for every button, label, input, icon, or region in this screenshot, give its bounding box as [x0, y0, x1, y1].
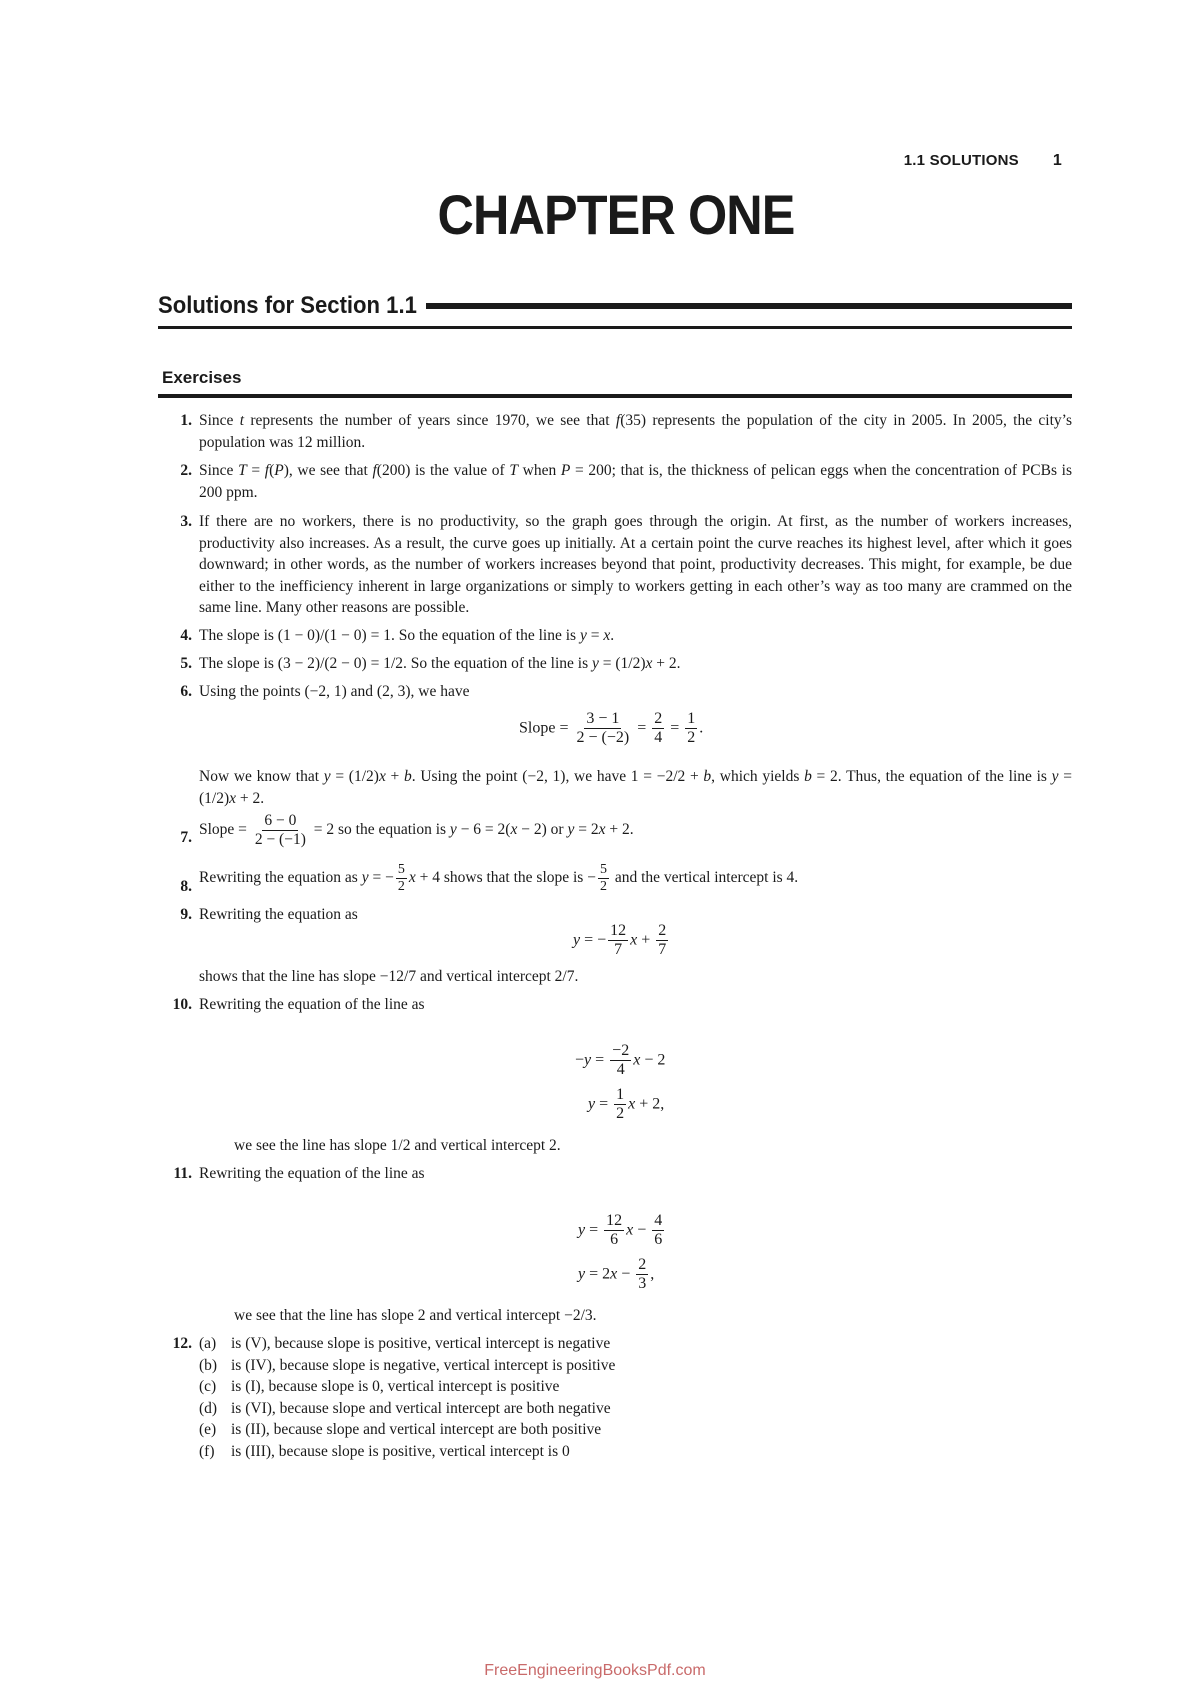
exercise-1: [158, 410, 1072, 453]
exercise-text: we see that the line has slope 2 and vertical intercept −2/3.: [234, 1307, 597, 1324]
fraction: $\frac{4}{6}$: [654, 1212, 663, 1249]
section-divider: [158, 326, 1072, 329]
equation-line-1: y = $\frac{12}{6}$ x − $\frac{4}{6}$: [578, 1212, 663, 1249]
exercise-number: 12.: [172, 1335, 192, 1352]
exercise-6-continued: [158, 766, 1072, 809]
running-head: [904, 152, 1062, 170]
section-title-rule: [426, 303, 1072, 309]
exercise-number: 3.: [180, 513, 192, 530]
exercise-number: 7.: [180, 829, 192, 846]
exercise-text: Rewriting the equation as y = − $\frac{5}{2}$ x + 4 shows that the slope is − $\frac{5}{2}$ and the vertical intercept is 4.: [199, 862, 799, 895]
fraction: $\frac{6 - 0}{2 - (-1)}$: [254, 812, 306, 848]
exercise-text: Slope = $\frac{6 - 0}{2 - (-1)}$ = 2 so the equation is y − 6 = 2(x − 2) or y = 2x + 2.: [199, 812, 634, 848]
exercise-3: [158, 511, 1072, 619]
exercise-text: Since t represents the number of years since 1970, we see that f(35) represents the population of the city in 2005. In 2005, the city’s population was 12 million.: [199, 412, 1072, 451]
exercise-6: [158, 681, 1072, 703]
exercise-9-continued: [158, 966, 1072, 988]
equation: y = − $\frac{12}{7}$ x + $\frac{2}{7}$: [573, 922, 667, 959]
exercise-text: we see the line has slope 1/2 and vertical intercept 2.: [234, 1137, 561, 1154]
list-item: (f) is (III), because slope is positive, vertical intercept is 0: [199, 1442, 570, 1460]
exercises-heading: Exercises: [162, 368, 242, 387]
footer-watermark-link[interactable]: FreeEngineeringBooksPdf.com: [484, 1662, 706, 1679]
exercise-number: 8.: [180, 878, 192, 895]
exercise-text: If there are no workers, there is no productivity, so the graph goes through the origin. At first, as the number of workers increases, productivity also increases. As a result, the curve goes up initially. At a certain point the curve reaches its highest level, after which it goes downward; in other words, as the number of workers increases beyond that point, productivity decreases. This might, for example, be due either to the inefficiency inherent in large organizations or simply to workers getting in each other’s way as too many are crammed on the same line. Many other reasons are possible.: [199, 513, 1072, 616]
exercise-number: 9.: [180, 906, 192, 923]
exercise-11-continued: [234, 1305, 1072, 1327]
fraction: $\frac{2}{3}$: [638, 1256, 647, 1293]
fraction: $\frac{-2}{4}$: [612, 1042, 630, 1079]
equation-line-2: y = 2x − $\frac{2}{3}$ ,: [578, 1256, 655, 1293]
exercise-number: 1.: [180, 412, 192, 429]
exercise-5: [158, 653, 1072, 675]
exercise-text: Since T = f(P), we see that f(200) is the value of T when P = 200; that is, the thickness of pelican eggs when the concentration of PCBs is 200 ppm.: [199, 462, 1072, 501]
list-item: (e) is (II), because slope and vertical intercept are both positive: [199, 1421, 602, 1438]
fraction: $\frac{2}{7}$: [658, 922, 667, 959]
fraction: $\frac{2}{4}$: [654, 710, 663, 747]
exercise-2: [158, 460, 1072, 503]
fraction: $\frac{5}{2}$: [599, 862, 607, 895]
exercise-7: [158, 812, 1072, 849]
section-title: Solutions for Section 1.1: [158, 292, 417, 319]
exercise-text: Using the points (−2, 1) and (2, 3), we have: [199, 683, 470, 700]
exercise-4: [158, 625, 1072, 647]
slope-equation: Slope = $\frac{3 - 1}{2 - (-2)}$ = $\frac{2}{4}$ = $\frac{1}{2}$ .: [519, 710, 704, 747]
exercise-11: [158, 1163, 1072, 1185]
fraction: $\frac{3 - 1}{2 - (-2)}$: [576, 710, 630, 747]
exercise-12: [158, 1333, 1072, 1462]
exercise-text: Rewriting the equation of the line as: [199, 996, 425, 1013]
exercise-number: 2.: [180, 462, 192, 479]
equation-line-1: −y = $\frac{-2}{4}$ x − 2: [575, 1042, 666, 1079]
fraction: $\frac{12}{6}$: [606, 1212, 623, 1249]
exercise-text: shows that the line has slope −12/7 and vertical intercept 2/7.: [199, 968, 579, 985]
list-item: (b) is (IV), because slope is negative, vertical intercept is positive: [199, 1356, 616, 1374]
exercise-number: 11.: [173, 1165, 192, 1182]
fraction: $\frac{5}{2}$: [397, 862, 405, 895]
list-item: (d) is (VI), because slope and vertical intercept are both negative: [199, 1399, 611, 1417]
list-item: (c) is (I), because slope is 0, vertical intercept is positive: [199, 1378, 560, 1395]
fraction: $\frac{12}{7}$: [610, 922, 627, 959]
exercise-text: The slope is (3 − 2)/(2 − 0) = 1/2. So the equation of the line is y = (1/2)x + 2.: [199, 655, 681, 672]
exercise-text: Rewriting the equation of the line as: [199, 1165, 425, 1182]
fraction: $\frac{1}{2}$: [616, 1086, 625, 1123]
exercise-text: Rewriting the equation as: [199, 906, 358, 923]
page-number: 1: [1052, 152, 1062, 169]
exercise-10-continued: [234, 1135, 1072, 1157]
list-item: (a) is (V), because slope is positive, vertical intercept is negative: [199, 1335, 611, 1352]
exercise-number: 10.: [172, 996, 192, 1013]
fraction: $\frac{1}{2}$: [687, 710, 696, 747]
exercise-number: 5.: [180, 655, 192, 672]
equation-line-2: y = $\frac{1}{2}$ x + 2,: [588, 1086, 665, 1123]
chapter-title: CHAPTER ONE: [437, 183, 795, 246]
exercises-divider: [158, 394, 1072, 398]
exercise-number: 4.: [180, 627, 192, 644]
exercise-8: [158, 862, 1072, 895]
exercise-number: 6.: [180, 683, 192, 700]
exercise-text: Now we know that y = (1/2)x + b. Using the point (−2, 1), we have 1 = −2/2 + b, which yields b = 2. Thus, the equation of the line is y = (1/2)x + 2.: [199, 768, 1072, 807]
running-head-title: 1.1 SOLUTIONS: [903, 152, 1019, 169]
exercise-text: The slope is (1 − 0)/(1 − 0) = 1. So the equation of the line is y = x.: [199, 627, 615, 644]
exercise-parts: [199, 1333, 1072, 1462]
exercise-10: [158, 994, 1072, 1016]
